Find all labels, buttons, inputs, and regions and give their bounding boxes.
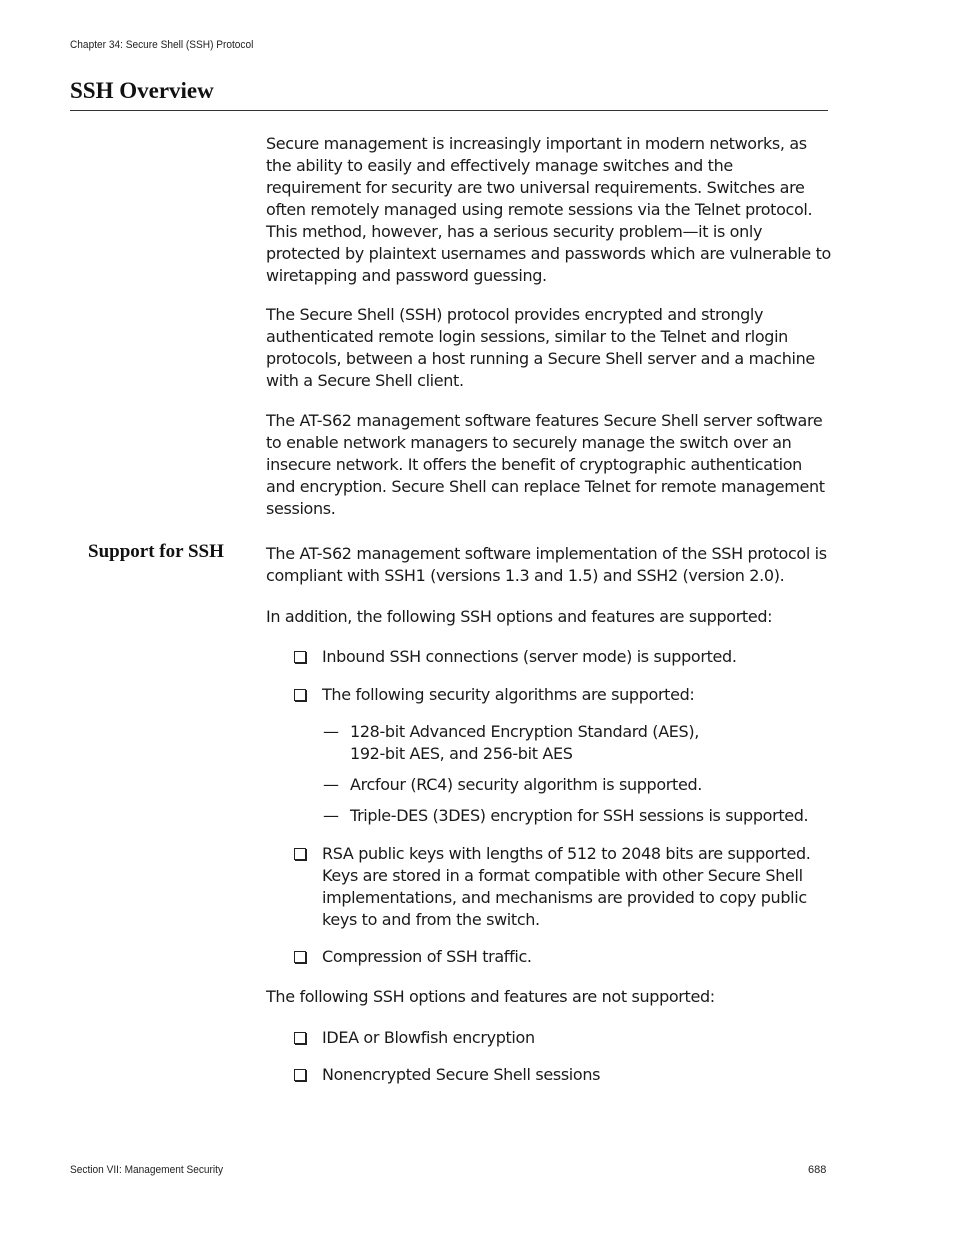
sub-list-item-text: 128-bit Advanced Encryption Standard (AES), 192-bit AES, and 256-bit AES — [350, 722, 699, 763]
checkbox-bullet-icon — [294, 651, 306, 663]
overview-paragraph-1: Secure management is increasingly important in modern networks, as the ability to easily and effectively manage switches and the requirement for security are two universal requirements. Switches are often remotely managed using remote sessions via the Telnet protocol. This method, however, has a serious security problem—it is only protected by plaintext usernames and passwords which are vulnerable to wiretapping and password guessing. — [266, 134, 831, 285]
checkbox-bullet-icon — [294, 1069, 306, 1081]
checkbox-bullet-icon — [294, 1032, 306, 1044]
title-rule — [70, 110, 828, 111]
list-item-text: Nonencrypted Secure Shell sessions — [322, 1065, 601, 1084]
list-item-text: RSA public keys with lengths of 512 to 2048 bits are supported. Keys are stored in a format compatible with other Secure Shell implementations, and mechanisms are provided to copy public keys to and from the switch. — [322, 844, 811, 929]
dash-bullet: — — [323, 775, 339, 794]
list-item-text: The following security algorithms are supported: — [322, 685, 695, 704]
overview-paragraph-2: The Secure Shell (SSH) protocol provides encrypted and strongly authenticated remote login sessions, similar to the Telnet and rlogin protocols, between a host running a Secure Shell server and a machine with a Secure Shell client. — [266, 305, 815, 390]
checkbox-bullet-icon — [294, 689, 306, 701]
list-item-text: Inbound SSH connections (server mode) is supported. — [322, 647, 737, 666]
overview-paragraph-3: The AT-S62 management software features Secure Shell server software to enable network managers to securely manage the switch over an insecure network. It offers the benefit of cryptographic authentication and encryption. Secure Shell can replace Telnet for remote management sessions. — [266, 411, 825, 518]
dash-bullet: — — [323, 722, 339, 741]
page-number: 688 — [808, 1164, 827, 1176]
sub-list-item-text: Arcfour (RC4) security algorithm is supported. — [350, 775, 702, 794]
checkbox-bullet-icon — [294, 951, 306, 963]
checkbox-bullet-icon — [294, 848, 306, 860]
page-title: SSH Overview — [70, 78, 214, 103]
list-item-text: IDEA or Blowfish encryption — [322, 1028, 535, 1047]
dash-bullet: — — [323, 806, 339, 825]
support-paragraph-2: In addition, the following SSH options and features are supported: — [266, 607, 773, 626]
sub-list-item-text: Triple-DES (3DES) encryption for SSH sessions is supported. — [350, 806, 809, 825]
footer-section: Section VII: Management Security — [70, 1164, 224, 1176]
support-heading: Support for SSH — [88, 541, 224, 562]
support-paragraph-1: The AT-S62 management software implementation of the SSH protocol is compliant with SSH1 (versions 1.3 and 1.5) and SSH2 (version 2.0). — [266, 544, 827, 585]
list-item-text: Compression of SSH traffic. — [322, 947, 532, 966]
support-paragraph-3: The following SSH options and features are not supported: — [266, 987, 715, 1006]
running-header: Chapter 34: Secure Shell (SSH) Protocol — [70, 39, 254, 51]
